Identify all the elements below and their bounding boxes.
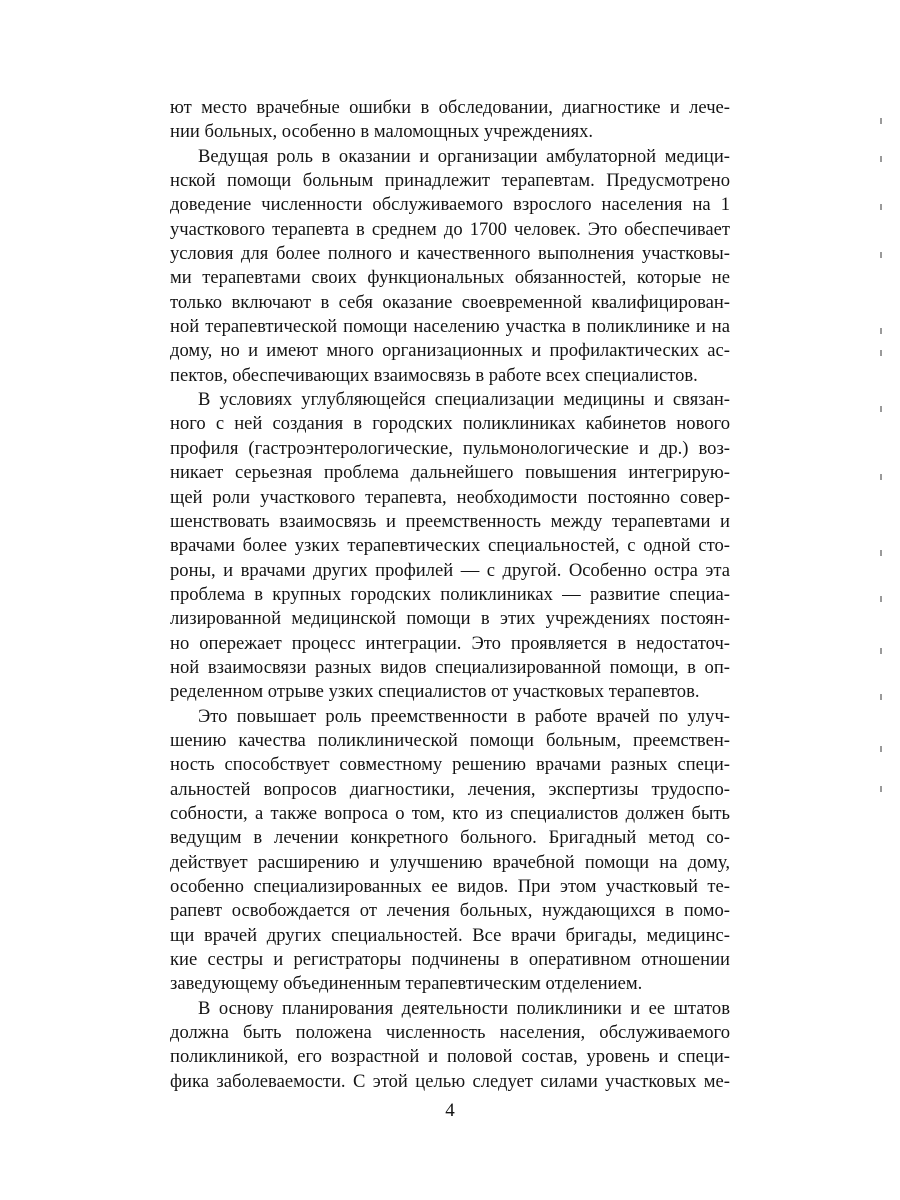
text-line: никает серьезная проблема дальнейшего повышения интегрирую-: [170, 462, 730, 484]
text-line: ного с ней создания в городских поликлиниках кабинетов нового: [170, 413, 730, 435]
paragraph-2: [170, 145, 730, 388]
edge-mark: [880, 786, 882, 792]
text-line: ной терапевтической помощи населению участка в поликлинике и на: [170, 316, 730, 338]
text-line: кие сестры и регистраторы подчинены в оперативном отношении: [170, 949, 730, 971]
text-line: альностей вопросов диагностики, лечения, экспертизы трудоспо-: [170, 778, 730, 800]
text-line: условия для более полного и качественного выполнения участковы-: [170, 243, 730, 265]
text-line: ность способствует совместному решению врачами разных специ-: [170, 754, 730, 776]
paragraph-5: [170, 997, 730, 1094]
facing-page-edge: [880, 96, 886, 796]
text-line: В основу планирования деятельности поликлиники и ее штатов: [198, 997, 730, 1019]
edge-mark: [880, 746, 882, 752]
text-line: поликлиникой, его возрастной и половой состав, уровень и специ-: [170, 1046, 730, 1068]
text-line: дому, но и имеют много организационных и профилактических ас-: [170, 340, 730, 362]
text-line: роны, и врачами других профилей — с другой. Особенно остра эта: [170, 559, 730, 581]
text-line: В условиях углубляющейся специализации медицины и связан-: [198, 389, 730, 411]
text-line: Ведущая роль в оказании и организации амбулаторной медици-: [198, 145, 730, 167]
edge-mark: [880, 474, 882, 480]
text-line: нии больных, особенно в маломощных учреждениях.: [170, 121, 594, 143]
page-body: [170, 96, 730, 1094]
text-line: ведущим в лечении конкретного больного. Бригадный метод со-: [170, 827, 730, 849]
text-line: Это повышает роль преемственности в работе врачей по улуч-: [198, 705, 730, 727]
edge-mark: [880, 204, 882, 210]
text-line: щи врачей других специальностей. Все врачи бригады, медицинс-: [170, 924, 730, 946]
text-line: ют место врачебные ошибки в обследовании, диагностике и лече-: [170, 97, 730, 118]
text-line: лизированной медицинской помощи в этих учреждениях постоян-: [170, 608, 730, 630]
text-line: особенно специализированных ее видов. При этом участковый те-: [170, 876, 730, 897]
edge-mark: [880, 694, 882, 700]
text-line: только включают в себя оказание своевременной квалифицирован-: [170, 291, 730, 313]
text-line: должна быть положена численность населения, обслуживаемого: [170, 1022, 730, 1044]
paragraph-1: [170, 96, 730, 145]
edge-mark: [880, 252, 882, 258]
edge-mark: [880, 118, 882, 124]
text-line: участкового терапевта в среднем до 1700 человек. Это обеспечивает: [170, 218, 730, 240]
text-line: нской помощи больным принадлежит терапевтам. Предусмотрено: [170, 170, 730, 192]
text-line: собности, а также вопроса о том, кто из специалистов должен быть: [170, 802, 730, 824]
edge-mark: [880, 328, 882, 334]
text-line: шению качества поликлинической помощи больным, преемствен-: [170, 729, 730, 751]
page-number: 4: [445, 1100, 455, 1121]
text-line: пектов, обеспечивающих взаимосвязь в работе всех специалистов.: [170, 364, 698, 386]
text-line: рапевт освобождается от лечения больных, нуждающихся в помо-: [170, 900, 730, 922]
paragraph-4: [170, 705, 730, 997]
edge-mark: [880, 406, 882, 412]
text-line: шенствовать взаимосвязь и преемственность между терапевтами и: [170, 510, 730, 532]
edge-mark: [880, 648, 882, 654]
edge-mark: [880, 156, 882, 162]
text-line: врачами более узких терапевтических специальностей, с одной сто-: [170, 535, 730, 557]
text-line: ми терапевтами своих функциональных обязанностей, которые не: [170, 267, 730, 289]
text-line: проблема в крупных городских поликлиниках — развитие специа-: [170, 583, 730, 605]
text-line: доведение численности обслуживаемого взрослого населения на 1: [170, 194, 730, 216]
text-line: заведующему объединенным терапевтическим отделением.: [170, 973, 643, 995]
paragraph-3: [170, 388, 730, 704]
text-line: ределенном отрыве узких специалистов от участковых терапевтов.: [170, 681, 700, 703]
text-line: фика заболеваемости. С этой целью следует силами участковых ме-: [170, 1070, 730, 1092]
edge-mark: [880, 550, 882, 556]
text-line: но опережает процесс интеграции. Это проявляется в недостаточ-: [170, 632, 730, 654]
text-line: действует расширению и улучшению врачебной помощи на дому,: [170, 851, 730, 873]
edge-mark: [880, 596, 882, 602]
text-line: ной взаимосвязи разных видов специализированной помощи, в оп-: [170, 656, 730, 678]
edge-mark: [880, 350, 882, 356]
text-line: профиля (гастроэнтерологические, пульмонологические и др.) воз-: [170, 437, 730, 459]
text-line: щей роли участкового терапевта, необходимости постоянно совер-: [170, 486, 730, 508]
